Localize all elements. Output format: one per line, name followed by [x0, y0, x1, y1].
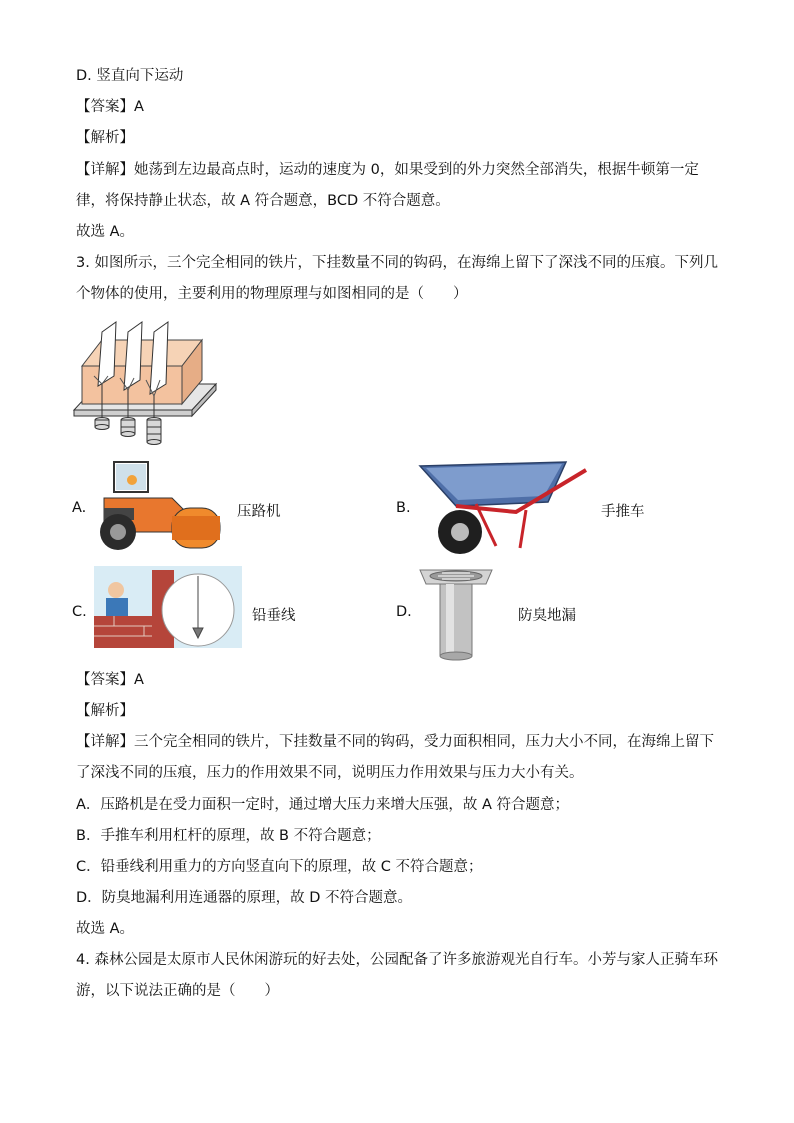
option-d-name: 防臭地漏	[518, 608, 576, 624]
road-roller-image	[92, 458, 224, 554]
plumb-line-image	[94, 566, 242, 648]
option-c-letter: C.	[72, 604, 87, 620]
option-d-text: D. 竖直向下运动	[76, 68, 184, 84]
conclusion-text: 故选 A。	[76, 224, 135, 240]
option-explanation-d: D．防臭地漏利用连通器的原理，故 D 不符合题意。	[76, 890, 413, 906]
detail-paragraph: 【详解】三个完全相同的铁片，下挂数量不同的钩码，受力面积相同，压力大小不同，在海绵上留下了深浅不同的压痕，压力的作用效果不同，说明压力作用效果与压力大小有关。	[76, 734, 714, 781]
option-a-name: 压路机	[237, 504, 281, 520]
option-explanation-b: B．手推车利用杠杆的原理，故 B 不符合题意；	[76, 828, 381, 844]
analysis-label: 【解析】	[76, 130, 134, 146]
wheelbarrow-image	[416, 456, 596, 560]
answer-label: 【答案】A	[76, 99, 144, 115]
sponge-weights-figure	[72, 318, 222, 448]
option-a-letter: A.	[72, 500, 87, 516]
analysis-label: 【解析】	[76, 703, 134, 719]
option-explanation-c: C．铅垂线利用重力的方向竖直向下的原理，故 C 不符合题意；	[76, 859, 483, 875]
option-d-letter: D.	[396, 604, 412, 620]
option-b-letter: B.	[396, 500, 411, 516]
answer-label: 【答案】A	[76, 672, 144, 688]
option-explanation-a: A．压路机是在受力面积一定时，通过增大压力来增大压强，故 A 符合题意；	[76, 797, 570, 813]
option-b-name: 手推车	[601, 504, 645, 520]
option-c-name: 铅垂线	[252, 608, 296, 624]
conclusion-text: 故选 A。	[76, 921, 135, 937]
floor-drain-image	[416, 562, 496, 662]
question-3-stem: 3. 如图所示，三个完全相同的铁片，下挂数量不同的钩码，在海绵上留下了深浅不同的压痕。下列几个物体的使用，主要利用的物理原理与如图相同的是（ ）	[76, 255, 718, 302]
detail-paragraph: 【详解】她荡到左边最高点时，运动的速度为 0，如果受到的外力突然全部消失，根据牛顿第一定律，将保持静止状态，故 A 符合题意，BCD 不符合题意。	[76, 162, 699, 209]
question-4-stem: 4. 森林公园是太原市人民休闲游玩的好去处，公园配备了许多旅游观光自行车。小芳与家人正骑车环游，以下说法正确的是（ ）	[76, 952, 718, 999]
